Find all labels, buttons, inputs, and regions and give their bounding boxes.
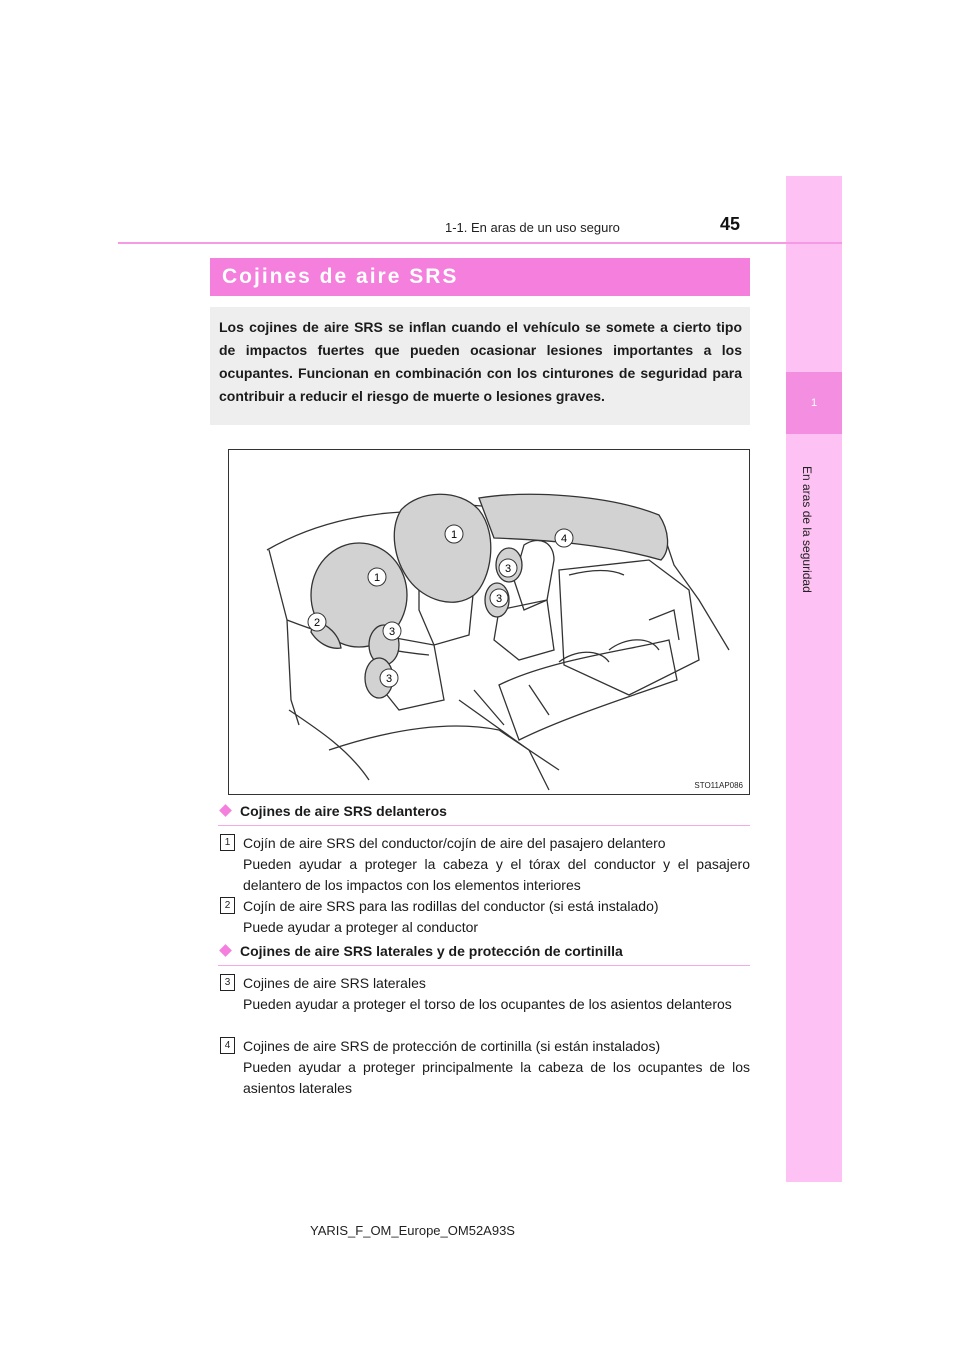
page-title: Cojines de aire SRS [210, 258, 750, 296]
callout-1a [445, 525, 463, 543]
list-item: 2 Cojín de aire SRS para las rodillas del conductor (si está instalado) Puede ayudar a proteger al conductor [218, 896, 750, 938]
list-item: 3 Cojines de aire SRS laterales Pueden ayudar a proteger el torso de los ocupantes de los asientos delanteros [218, 973, 750, 1015]
header-divider [118, 242, 842, 244]
svg-text:2: 2 [313, 617, 321, 629]
car-interior-drawing [229, 450, 749, 794]
svg-text:1: 1 [373, 572, 381, 584]
chapter-label: En aras de la seguridad [800, 466, 814, 593]
callout-3a [383, 622, 401, 640]
callout-3b [380, 669, 398, 687]
callout-3d [490, 589, 508, 607]
callout-4 [555, 529, 573, 547]
chapter-number: 1 [786, 372, 842, 434]
intro-box: Los cojines de aire SRS se inflan cuando el vehículo se somete a cierto tipo de impactos fuertes que pueden ocasionar lesiones importantes a los ocupantes. Funcionan en combinación con los cinturones de seguridad para contribuir a reducir el riesgo de muerte o lesiones graves. [210, 307, 750, 425]
page-number: 45 [720, 214, 741, 234]
svg-text:4: 4 [560, 533, 568, 545]
subheading-side-curtain-airbags: Cojines de aire SRS laterales y de protección de cortinilla [218, 941, 750, 966]
svg-text:3: 3 [388, 626, 396, 638]
item-number-badge: 2 [220, 897, 235, 914]
airbag-illustration [228, 449, 750, 795]
list-item: 1 Cojín de aire SRS del conductor/cojín de aire del pasajero delantero Pueden ayudar a proteger la cabeza y el tórax del conductor y el pasajero delantero de los impactos con los elementos interiores [218, 833, 750, 896]
item-number-badge: 1 [220, 834, 235, 851]
svg-text:3: 3 [504, 563, 512, 575]
chapter-side-tab [786, 176, 842, 1182]
callout-3c [499, 559, 517, 577]
section-header: 1-1. En aras de un uso seguro [445, 220, 620, 235]
svg-text:3: 3 [495, 593, 503, 605]
svg-text:3: 3 [385, 673, 393, 685]
callout-1b [368, 568, 386, 586]
item-number-badge: 3 [220, 974, 235, 991]
subheading-front-airbags: Cojines de aire SRS delanteros [218, 801, 750, 826]
diamond-bullet-icon [219, 804, 232, 817]
document-footer: YARIS_F_OM_Europe_OM52A93S [310, 1223, 515, 1238]
figure-code: STO11AP086 [694, 781, 743, 790]
diamond-bullet-icon [219, 944, 232, 957]
callout-2 [308, 613, 326, 631]
list-item: 4 Cojines de aire SRS de protección de cortinilla (si están instalados) Pueden ayudar a proteger principalmente la cabeza de los ocupantes de los asientos laterales [218, 1036, 750, 1099]
item-number-badge: 4 [220, 1037, 235, 1054]
svg-text:1: 1 [450, 529, 458, 541]
